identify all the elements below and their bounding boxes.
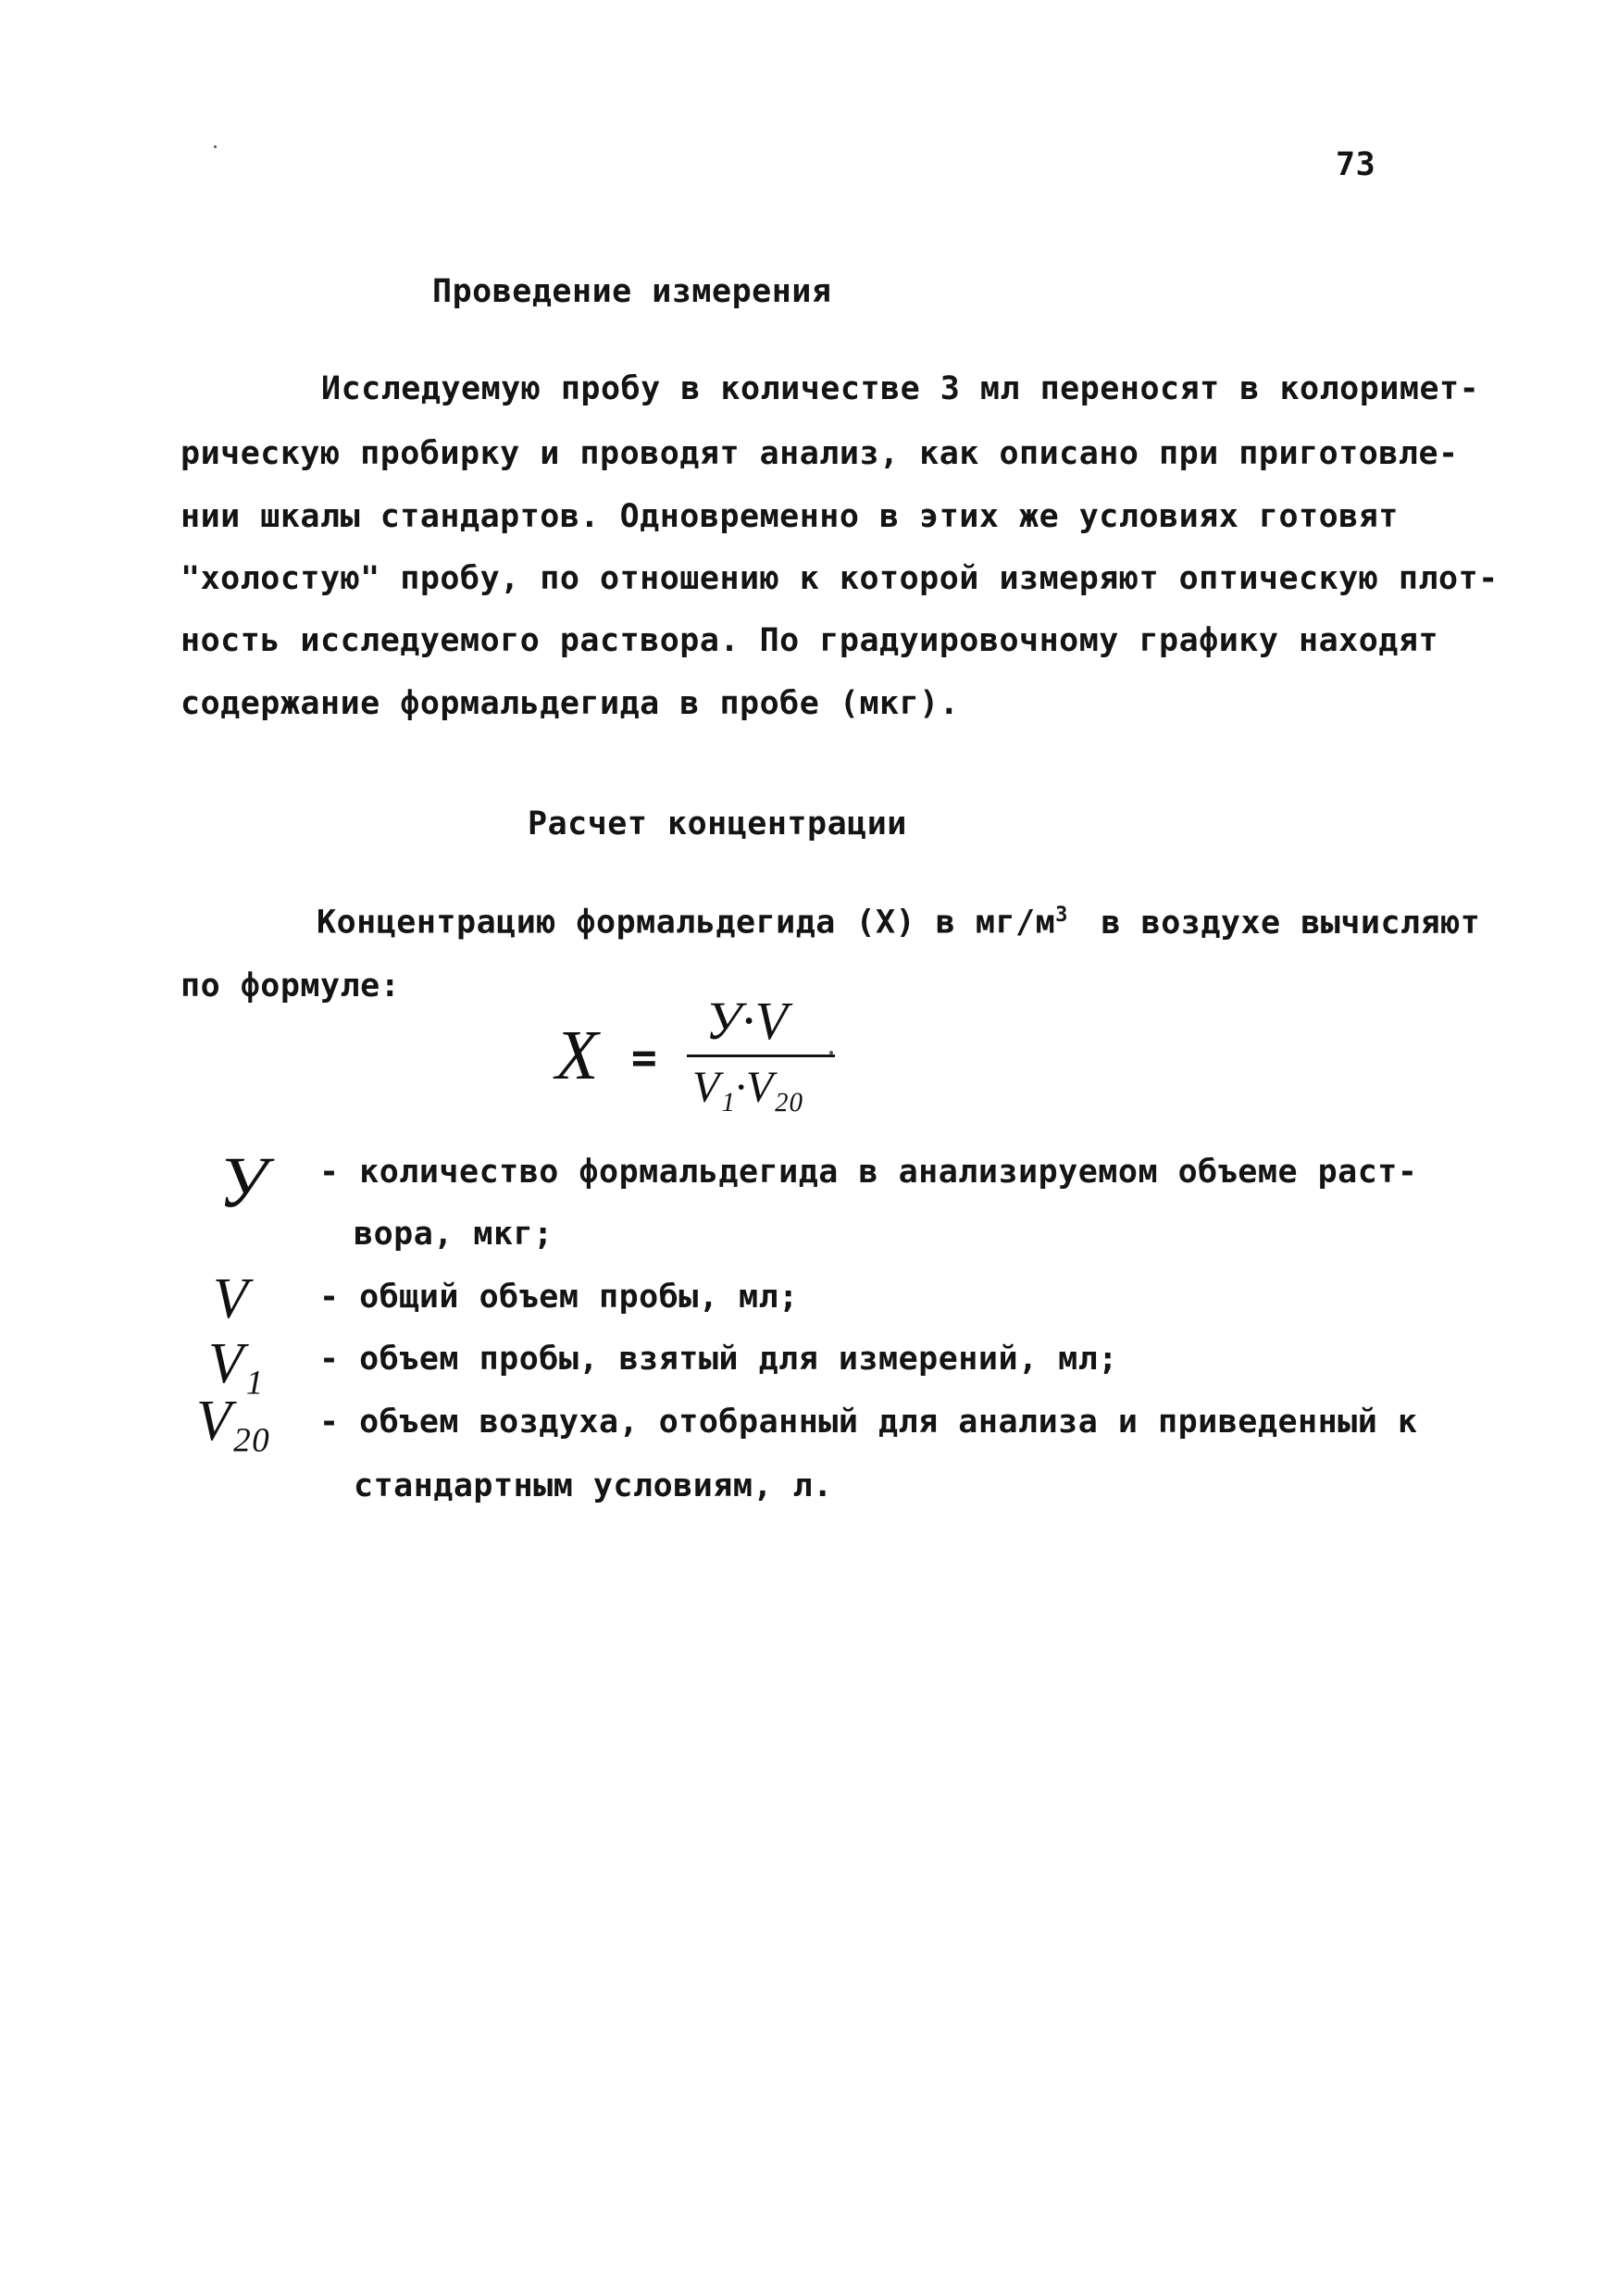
paragraph-line-6: содержание формальдегида в пробе (мкг). — [180, 685, 960, 722]
intro-text: Концентрацию формальдегида (X) в мг/м — [317, 904, 1056, 942]
definition-u-cont: вора, мкг; — [354, 1216, 554, 1253]
definition-v: - общий объем пробы, мл; — [319, 1279, 799, 1316]
scan-speck — [214, 145, 217, 148]
definition-v1: - объем пробы, взятый для измерений, мл; — [319, 1341, 1118, 1378]
definition-u: - количество формальдегида в анализируемом объеме раст- — [319, 1154, 1418, 1191]
section-heading-calculation: Расчет концентрации — [528, 805, 907, 842]
symbol-v: V — [213, 1267, 248, 1330]
formula-denominator: V₁·V₂₀ — [692, 1063, 804, 1112]
symbol-u: У — [218, 1142, 268, 1222]
formula-lhs: X — [555, 1017, 599, 1094]
fraction-bar — [687, 1054, 835, 1057]
paragraph-line-2: рическую пробирку и проводят анализ, как описано при приготовле- — [180, 435, 1459, 472]
paragraph-line-4: "холостую" пробу, по отношению к которой измеряют оптическую плот- — [180, 560, 1499, 597]
formula-trailing-dot — [829, 1051, 833, 1054]
intro-text-end: в воздухе вычисляют — [1101, 904, 1481, 942]
symbol-v20: V₂₀ — [196, 1390, 271, 1453]
paragraph-line-5: ность исследуемого раствора. По градуировочному графику находят — [180, 622, 1439, 659]
page-number: 73 — [1336, 146, 1376, 183]
calculation-intro-line-2: по формуле: — [180, 967, 401, 1004]
definition-v20-cont: стандартным условиям, л. — [354, 1467, 833, 1504]
formula — [546, 986, 870, 1125]
formula-numerator: У·V — [705, 991, 788, 1051]
section-heading-measurement: Проведение измерения — [432, 273, 832, 310]
paragraph-line-1: Исследуемую пробу в количестве 3 мл переносят в колоримет- — [321, 370, 1480, 407]
paragraph-line-3: нии шкалы стандартов. Одновременно в этих же условиях готовят — [180, 498, 1399, 535]
unit-exponent: 3 — [1055, 904, 1068, 927]
definition-v20: - объем воздуха, отобранный для анализа и приведенный к — [319, 1404, 1418, 1441]
symbol-v1: V₁ — [208, 1332, 264, 1395]
calculation-intro-line-1 — [317, 904, 1480, 942]
formula-equals: = — [631, 1032, 657, 1082]
